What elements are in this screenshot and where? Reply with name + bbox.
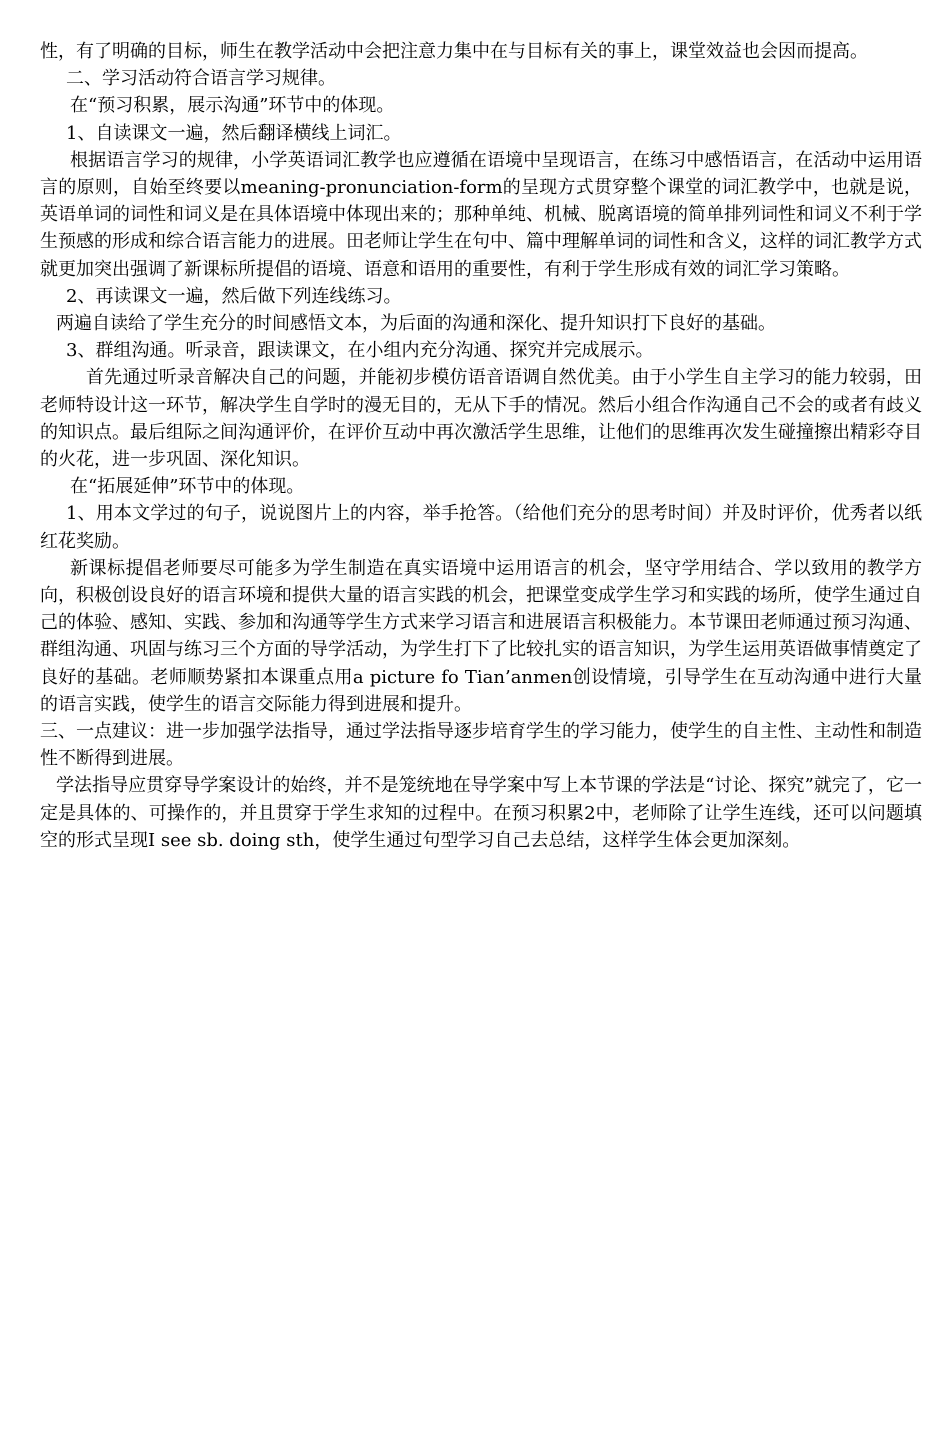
subheading-preview-stage: 在“预习积累，展示沟通”环节中的体现。 <box>70 95 395 117</box>
step-one-self-reading: 1、自读课文一遍，然后翻译横线上词汇。 <box>66 122 402 144</box>
step-one-picture-description: 1、用本文学过的句子，说说图片上的内容，举手抢答。（给他们充分的思考时间）并及时评价，优秀者以纸红花奖励。 <box>40 503 922 552</box>
paragraph-intro-continuation: 性，有了明确的目标，师生在教学活动中会把注意力集中在与目标有关的事上，课堂效益也会因而提高。 <box>40 41 868 62</box>
heading-section-two: 二、学习活动符合语言学习规律。 <box>66 68 336 90</box>
step-two-reread: 2、再读课文一遍，然后做下列连线练习。 <box>66 285 402 307</box>
paragraph-two-readings: 两遍自读给了学生充分的时间感悟文本，为后面的沟通和深化、提升知识打下良好的基础。 <box>56 313 776 335</box>
heading-section-three: 三、一点建议：进一步加强学法指导，通过学法指导逐步培育学生的学习能力，使学生的自主性、主动性和制造性不断得到进展。 <box>40 721 922 770</box>
paragraph-learning-method-guidance: 学法指导应贯穿导学案设计的始终，并不是笼统地在导学案中写上本节课的学法是“讨论、探究”就完了，它一定是具体的、可操作的，并且贯穿于学生求知的过程中。在预习积累2中，老师除了让学生连线，还可以问题填空的形式呈现I see sb. doing sth，使学生通过句型学习自己去总结，这样学生体会更加深刻。 <box>40 775 922 851</box>
paragraph-new-curriculum: 新课标提倡老师要尽可能多为学生制造在真实语境中运用语言的机会，坚守学用结合、学以致用的教学方向，积极创设良好的语言环境和提供大量的语言实践的机会，把课堂变成学生学习和实践的场所，使学生通过自己的体验、感知、实践、参加和沟通等学生方式来学习语言和进展语言积极能力。本节课田老师通过预习沟通、群组沟通、巩固与练习三个方面的导学活动，为学生打下了比较扎实的语言知识，为学生运用英语做事情奠定了良好的基础。老师顺势紧扣本课重点用a picture fo Tian’anmen创设情境，引导学生在互动沟通中进行大量的语言实践，使学生的语言交际能力得到进展和提升。 <box>40 557 922 715</box>
step-three-group-communication: 3、群组沟通。听录音，跟读课文，在小组内充分沟通、探究并完成展示。 <box>66 340 654 362</box>
paragraph-vocabulary-teaching: 根据语言学习的规律，小学英语词汇教学也应遵循在语境中呈现语言，在练习中感悟语言，在活动中运用语言的原则，自始至终要以meaning-pronunciation-form的呈现方式贯穿整个课堂的词汇教学中，也就是说，英语单词的词性和词义是在具体语境中体现出来的；那种单纯、机械、脱离语境的简单排列词性和词义不利于学生预感的形成和综合语言能力的进展。田老师让学生在句中、篇中理解单词的词性和含义，这样的词汇教学方式就更加突出强调了新课标所提倡的语境、语意和语用的重要性，有利于学生形成有效的词汇学习策略。 <box>40 149 922 280</box>
paragraph-listening-recording: 首先通过听录音解决自己的问题，并能初步模仿语音语调自然优美。由于小学生自主学习的能力较弱，田老师特设计这一环节，解决学生自学时的漫无目的，无从下手的情况。然后小组合作沟通自己不会的或者有歧义的知识点。最后组际之间沟通评价，在评价互动中再次激活学生思维，让他们的思维再次发生碰撞擦出精彩夺目的火花，进一步巩固、深化知识。 <box>40 367 922 471</box>
subheading-extension-stage: 在“拓展延伸”环节中的体现。 <box>70 476 305 498</box>
